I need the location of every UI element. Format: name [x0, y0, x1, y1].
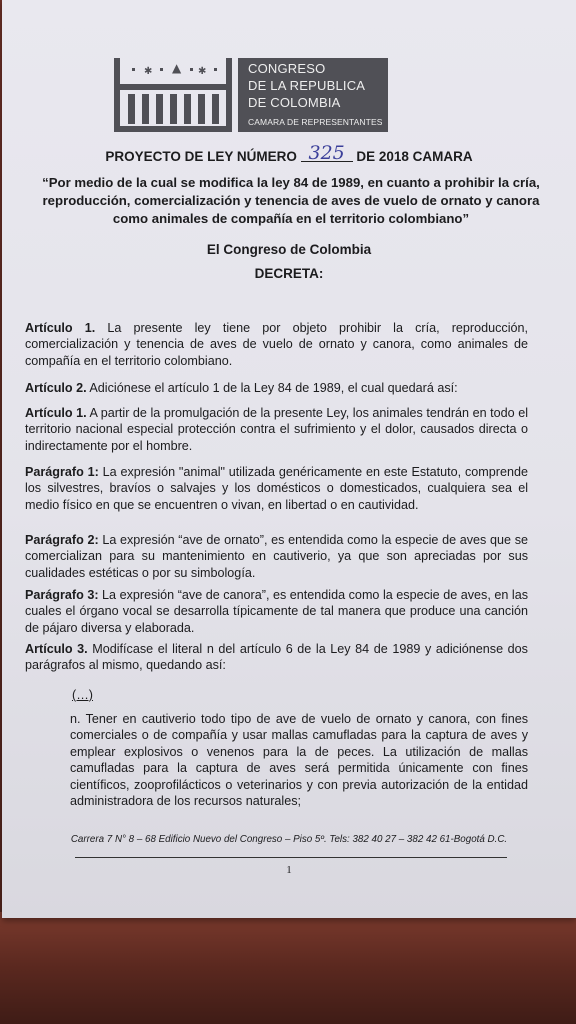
logo-subline: CAMARA DE REPRESENTANTES	[248, 117, 383, 127]
footer-divider	[75, 857, 507, 858]
logo-text-box	[238, 58, 388, 132]
bill-title-prefix: PROYECTO DE LEY NÚMERO	[105, 149, 297, 164]
capitol-columns-icon	[114, 58, 232, 132]
paragraph-1-label: Parágrafo 1:	[25, 465, 99, 479]
article-2-label: Artículo 2.	[25, 381, 87, 395]
article-1-amended-text: A partir de la promulgación de la presente Ley, los animales tendrán en todo el territorio nacional especial protección contra el sufrimiento y el dolor, causados directa o indirectamente por el hombre.	[25, 406, 528, 453]
footer-address: Carrera 7 N° 8 – 68 Edificio Nuevo del Congreso – Piso 5º. Tels: 382 40 27 – 382 42 61-Bogotá D.C.	[70, 834, 508, 845]
issuer-heading: El Congreso de Colombia	[206, 242, 372, 257]
paragraph-2-text: La expresión “ave de ornato”, es entendida como la especie de aves que se comercializan para su mantenimiento en cautiverio, ya que son apreciadas por sus cualidades estéticas o por su simbología.	[25, 533, 528, 580]
paragraph-3	[25, 587, 528, 636]
article-3-label: Artículo 3.	[25, 642, 88, 656]
article-3	[25, 641, 528, 674]
article-2	[25, 380, 528, 396]
paragraph-1	[25, 464, 528, 513]
bill-title	[2, 142, 576, 164]
paragraph-3-label: Parágrafo 3:	[25, 588, 99, 602]
omission-ellipsis: (…)	[72, 688, 93, 702]
literal-n: n. Tener en cautiverio todo tipo de ave de vuelo de ornato y canora, con fines comerciales o de compañía y usar mallas camufladas para la captura de aves y emplear explosivos o venenos para la de peces. La utilización de mallas camufladas para la captura de aves será permitida únicamente con fines científicos, zooprofilácticos o veterinarios y con previa autorización de la entidad administradora de los recursos naturales;	[70, 712, 528, 809]
paragraph-2	[25, 532, 528, 581]
article-1-label: Artículo 1.	[25, 321, 96, 335]
article-3-text: Modifícase el literal n del artículo 6 de la Ley 84 de 1989 y adiciónense dos parágrafos al mismo, quedando así:	[25, 642, 528, 673]
paragraph-2-label: Parágrafo 2:	[25, 533, 99, 547]
svg-text:✱: ✱	[144, 66, 153, 77]
bill-title-suffix: DE 2018 CAMARA	[356, 149, 473, 164]
logo-line-1: CONGRESO	[248, 61, 326, 76]
article-1-amended	[25, 405, 528, 454]
congress-logo	[114, 58, 386, 132]
logo-line-3: DE COLOMBIA	[248, 95, 341, 110]
decreta-heading: DECRETA:	[254, 266, 324, 281]
article-2-text: Adiciónese el artículo 1 de la Ley 84 de 1989, el cual quedará así:	[86, 381, 458, 395]
bill-number-handwritten: 325	[301, 146, 353, 162]
article-1	[25, 320, 528, 369]
paragraph-1-text: La expresión "animal" utilizada genéricamente en este Estatuto, comprende los silvestres, bravíos o salvajes y los domésticos o domesticados, cualquiera sea el medio físico en que se encuentren o vivan, en libertad o en cautividad.	[25, 465, 528, 512]
article-1-amended-label: Artículo 1.	[25, 406, 87, 420]
table-edge	[0, 912, 576, 1024]
article-1-text: La presente ley tiene por objeto prohibir la cría, reproducción, comercialización y tenencia de aves de vuelo de ornato y canora, como animales de compañía en el territorio colombiano.	[25, 321, 528, 368]
svg-text:▲: ▲	[172, 61, 182, 75]
paragraph-3-text: La expresión “ave de canora”, es entendida como la especie de aves, en las cuales el órgano vocal se desarrolla típicamente de tal manera que produce una canción de pájaro diversa y elaborada.	[25, 588, 528, 635]
bill-subtitle: “Por medio de la cual se modifica la ley 84 de 1989, en cuanto a prohibir la cría, reproducción, comercialización y tenencia de aves de vuelo de ornato y canora como animales de compañía en el territorio colombiano”	[42, 175, 540, 226]
logo-line-2: DE LA REPUBLICA	[248, 78, 366, 93]
document-page	[2, 0, 576, 918]
page-number: 1	[286, 864, 292, 876]
svg-text:✱: ✱	[198, 66, 207, 77]
